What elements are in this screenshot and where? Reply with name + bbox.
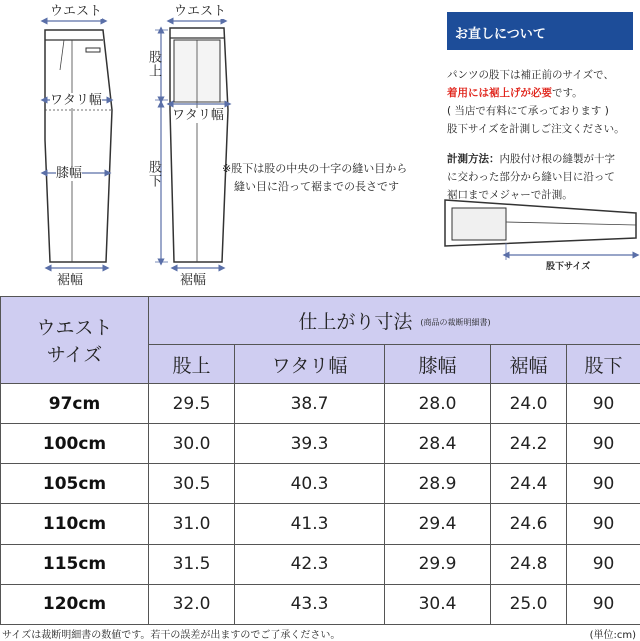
info-line-3: ( 当店で有料にて承っております ) [447, 102, 609, 120]
table-row [1, 584, 640, 624]
method-label: 計測方法： [447, 153, 500, 165]
front-pants-icon [45, 30, 112, 262]
back-mata-shita-label: 股下 [146, 160, 160, 188]
cell-value: 32.0 [149, 584, 235, 624]
cell-value: 30.5 [149, 464, 235, 504]
cell-value: 90 [567, 384, 640, 424]
table-row [1, 504, 640, 544]
info-line-2 [447, 84, 583, 102]
finished-dimensions-subtitle: (商品の裁断明細書) [420, 318, 490, 327]
table-row [1, 384, 640, 424]
footer-unit: (単位:cm) [590, 626, 636, 641]
inseam-note-line-2: 縫い目に沿って裾までの長さです [234, 178, 399, 196]
cell-value: 28.9 [385, 464, 491, 504]
cell-value: 39.3 [235, 424, 385, 464]
column-header-hiza: 膝幅 [385, 345, 491, 384]
cell-value: 30.4 [385, 584, 491, 624]
row-size-label: 105cm [1, 464, 149, 504]
cell-value: 29.9 [385, 544, 491, 584]
row-size-label: 115cm [1, 544, 149, 584]
table-row [1, 544, 640, 584]
cell-value: 90 [567, 424, 640, 464]
cell-value: 31.5 [149, 544, 235, 584]
inseam-note-line-1: ※股下は股の中央の十字の縫い目から [222, 160, 407, 178]
front-suso-label: 裾幅 [57, 273, 83, 288]
row-size-label: 120cm [1, 584, 149, 624]
cell-value: 31.0 [149, 504, 235, 544]
column-header-watari: ワタリ幅 [235, 345, 385, 384]
cell-value: 43.3 [235, 584, 385, 624]
inseam-size-label: 股下サイズ [546, 260, 590, 275]
cell-value: 29.5 [149, 384, 235, 424]
cell-value: 41.3 [235, 504, 385, 544]
cell-value: 25.0 [491, 584, 567, 624]
back-waist-label: ウエスト [174, 4, 226, 19]
back-watari-label: ワタリ幅 [172, 108, 224, 123]
cell-value: 24.6 [491, 504, 567, 544]
cell-value: 24.2 [491, 424, 567, 464]
row-size-label: 110cm [1, 504, 149, 544]
cell-value: 42.3 [235, 544, 385, 584]
inseam-illustration-icon [445, 200, 636, 246]
cell-value: 28.0 [385, 384, 491, 424]
table-row [1, 424, 640, 464]
cell-value: 28.4 [385, 424, 491, 464]
info-line-4: 股下サイズを計測しご注文ください。 [447, 120, 625, 138]
cell-value: 90 [567, 584, 640, 624]
table-row [1, 464, 640, 504]
footer-note: サイズは裁断明細書の数値です。若干の誤差が出ますのでご了承ください。 [2, 626, 340, 641]
waist-size-header-line-2: サイズ [1, 340, 148, 367]
row-size-label: 97cm [1, 384, 149, 424]
method-line-2: に交わった部分から縫い目に沿って [447, 168, 615, 186]
column-header-suso: 裾幅 [491, 345, 567, 384]
finished-dimensions-header [149, 297, 640, 345]
cell-value: 90 [567, 464, 640, 504]
row-size-label: 100cm [1, 424, 149, 464]
cell-value: 24.4 [491, 464, 567, 504]
cell-value: 90 [567, 544, 640, 584]
finished-dimensions-title: 仕上がり寸法 [298, 311, 412, 333]
column-header-matashita: 股下 [567, 345, 640, 384]
cell-value: 90 [567, 504, 640, 544]
front-hiza-label: 膝幅 [56, 166, 82, 181]
back-pants-icon [170, 28, 228, 262]
info-line-2-rest: です。 [552, 87, 583, 99]
waist-size-header [1, 297, 149, 384]
method-text-1: 内股付け根の縫製が十字 [500, 153, 616, 165]
info-header [447, 12, 633, 50]
cell-value: 24.0 [491, 384, 567, 424]
waist-size-header-line-1: ウエスト [1, 313, 148, 340]
front-watari-label: ワタリ幅 [50, 93, 102, 108]
size-table [0, 296, 640, 625]
back-mata-ue-label: 股上 [146, 50, 160, 78]
info-header-title: お直しについて [455, 23, 546, 42]
column-header-mataue: 股上 [149, 345, 235, 384]
cell-value: 38.7 [235, 384, 385, 424]
method-line-3: 裾口までメジャーで計測。 [447, 186, 573, 204]
pants-measurement-diagram [0, 0, 640, 296]
cell-value: 24.8 [491, 544, 567, 584]
info-line-1: パンツの股下は補正前のサイズで、 [447, 66, 614, 84]
table-header-row [1, 297, 640, 345]
cell-value: 29.4 [385, 504, 491, 544]
cell-value: 30.0 [149, 424, 235, 464]
front-waist-label: ウエスト [50, 4, 102, 19]
cell-value: 40.3 [235, 464, 385, 504]
back-suso-label: 裾幅 [180, 273, 206, 288]
info-red-text: 着用には裾上げが必要 [447, 87, 552, 99]
method-line-1 [447, 150, 615, 168]
